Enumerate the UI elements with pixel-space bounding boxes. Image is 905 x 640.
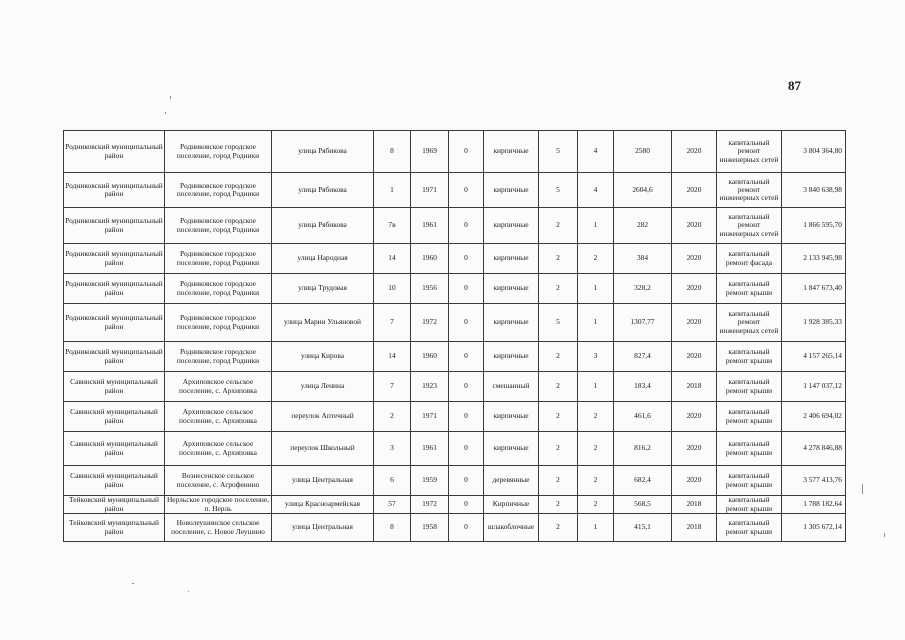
cell-entrances: 1 — [578, 514, 614, 542]
cell-settlement: Новолеушинское сельское поселение, с. Новое Леушино — [165, 514, 272, 542]
table-row — [64, 244, 846, 274]
cell-district: Тейковский муниципальный район — [64, 496, 165, 514]
cell-district: Савинский муниципальный район — [64, 432, 165, 466]
cell-year-built: 1960 — [411, 244, 449, 274]
cell-year-planned: 2020 — [672, 304, 717, 342]
cell-year-built: 1972 — [411, 496, 449, 514]
cell-year-built: 1961 — [411, 208, 449, 244]
cell-floors: 5 — [539, 131, 578, 173]
cell-entrances: 1 — [578, 208, 614, 244]
cell-house-number: 14 — [374, 244, 411, 274]
cell-street: улица Центральная — [272, 514, 374, 542]
table-row — [64, 514, 846, 542]
cell-area: 1307,77 — [614, 304, 672, 342]
cell-settlement: Нерльское городское поселение, п. Нерль — [165, 496, 272, 514]
cell-area: 827,4 — [614, 342, 672, 372]
table-row — [64, 208, 846, 244]
cell-floors: 5 — [539, 173, 578, 208]
cell-work-type: капитальный ремонт инженерных сетей — [717, 131, 782, 173]
cell-floors: 2 — [539, 372, 578, 402]
cell-settlement: Родниковское городское поселение, город Родники — [165, 304, 272, 342]
cell-entrances: 1 — [578, 372, 614, 402]
cell-settlement: Родниковское городское поселение, город Родники — [165, 208, 272, 244]
table-row — [64, 131, 846, 173]
cell-area: 282 — [614, 208, 672, 244]
cell-work-type: капитальный ремонт инженерных сетей — [717, 304, 782, 342]
cell-house-number: 7 — [374, 372, 411, 402]
cell-settlement: Родниковское городское поселение, город Родники — [165, 274, 272, 304]
cell-cost: 3 840 638,98 — [782, 173, 846, 208]
cell-year-planned: 2018 — [672, 514, 717, 542]
cell-year-built: 1960 — [411, 342, 449, 372]
cell-wall-material: кирпичные — [484, 208, 539, 244]
cell-house-number: 8 — [374, 131, 411, 173]
cell-year-built: 1958 — [411, 514, 449, 542]
cell-street: улица Марии Ульяновой — [272, 304, 374, 342]
cell-street: улица Ленина — [272, 372, 374, 402]
cell-year-built: 1923 — [411, 372, 449, 402]
cell-area: 384 — [614, 244, 672, 274]
cell-settlement: Архиповское сельское поселение, с. Архиповка — [165, 402, 272, 432]
cell-cost: 1 847 673,40 — [782, 274, 846, 304]
cell-district: Родниковский муниципальный район — [64, 173, 165, 208]
cell-floors: 2 — [539, 432, 578, 466]
cell-work-type: капитальный ремонт крыши — [717, 342, 782, 372]
cell-area: 183,4 — [614, 372, 672, 402]
cell-settlement: Родниковское городское поселение, город Родники — [165, 173, 272, 208]
cell-entrances: 1 — [578, 274, 614, 304]
cell-entrances: 4 — [578, 173, 614, 208]
cell-work-type: капитальный ремонт крыши — [717, 466, 782, 496]
cell-floors: 2 — [539, 402, 578, 432]
cell-cost: 4 157 265,14 — [782, 342, 846, 372]
cell-settlement: Вознесенское сельское поселение, с. Агрофенино — [165, 466, 272, 496]
cell-street: улица Красноармейская — [272, 496, 374, 514]
cell-year-planned: 2020 — [672, 274, 717, 304]
cell-house-number: 7в — [374, 208, 411, 244]
cell-district: Родниковский муниципальный район — [64, 304, 165, 342]
cell-year-built: 1959 — [411, 466, 449, 496]
cell-district: Родниковский муниципальный район — [64, 244, 165, 274]
cell-wall-material: деревянные — [484, 466, 539, 496]
cell-year-planned: 2020 — [672, 466, 717, 496]
cell-area: 328,2 — [614, 274, 672, 304]
cell-street: улица Трудовая — [272, 274, 374, 304]
cell-house-number: 1 — [374, 173, 411, 208]
cell-area: 682,4 — [614, 466, 672, 496]
cell-wear: 0 — [449, 466, 484, 496]
cell-house-number: 57 — [374, 496, 411, 514]
cell-year-planned: 2020 — [672, 173, 717, 208]
cell-floors: 2 — [539, 244, 578, 274]
cell-cost: 3 804 364,80 — [782, 131, 846, 173]
cell-wall-material: кирпичные — [484, 432, 539, 466]
cell-entrances: 4 — [578, 131, 614, 173]
cell-street: переулок Аптечный — [272, 402, 374, 432]
cell-wall-material: кирпичные — [484, 131, 539, 173]
cell-wear: 0 — [449, 304, 484, 342]
cell-floors: 2 — [539, 342, 578, 372]
cell-wear: 0 — [449, 208, 484, 244]
cell-area: 2580 — [614, 131, 672, 173]
cell-street: улица Народная — [272, 244, 374, 274]
cell-work-type: капитальный ремонт инженерных сетей — [717, 208, 782, 244]
cell-wall-material: кирпичные — [484, 402, 539, 432]
cell-wear: 0 — [449, 274, 484, 304]
cell-year-planned: 2018 — [672, 372, 717, 402]
cell-area: 415,1 — [614, 514, 672, 542]
cell-entrances: 2 — [578, 466, 614, 496]
table-row — [64, 496, 846, 514]
cell-entrances: 1 — [578, 304, 614, 342]
cell-year-built: 1961 — [411, 432, 449, 466]
cell-year-planned: 2020 — [672, 244, 717, 274]
cell-wear: 0 — [449, 402, 484, 432]
cell-year-planned: 2020 — [672, 432, 717, 466]
cell-work-type: капитальный ремонт инженерных сетей — [717, 173, 782, 208]
cell-wear: 0 — [449, 173, 484, 208]
cell-wear: 0 — [449, 342, 484, 372]
cell-house-number: 6 — [374, 466, 411, 496]
cell-district: Родниковский муниципальный район — [64, 208, 165, 244]
table-row — [64, 274, 846, 304]
cell-wall-material: кирпичные — [484, 173, 539, 208]
cell-wall-material: шлакоблочные — [484, 514, 539, 542]
table-body — [64, 131, 846, 542]
cell-cost: 1 788 182,64 — [782, 496, 846, 514]
cell-floors: 5 — [539, 304, 578, 342]
cell-district: Савинский муниципальный район — [64, 466, 165, 496]
housing-repair-table — [63, 130, 846, 542]
cell-work-type: капитальный ремонт крыши — [717, 372, 782, 402]
cell-cost: 4 278 846,88 — [782, 432, 846, 466]
cell-wall-material: смешанный — [484, 372, 539, 402]
cell-work-type: капитальный ремонт крыши — [717, 496, 782, 514]
cell-district: Савинский муниципальный район — [64, 402, 165, 432]
table-row — [64, 432, 846, 466]
cell-street: улица Рябикова — [272, 131, 374, 173]
cell-area: 2604,6 — [614, 173, 672, 208]
cell-floors: 2 — [539, 466, 578, 496]
cell-district: Савинский муниципальный район — [64, 372, 165, 402]
cell-entrances: 2 — [578, 432, 614, 466]
cell-year-built: 1956 — [411, 274, 449, 304]
cell-wall-material: кирпичные — [484, 304, 539, 342]
cell-street: улица Рябикова — [272, 173, 374, 208]
cell-wear: 0 — [449, 244, 484, 274]
table-row — [64, 466, 846, 496]
cell-house-number: 14 — [374, 342, 411, 372]
cell-year-built: 1971 — [411, 173, 449, 208]
cell-cost: 1 147 037,12 — [782, 372, 846, 402]
cell-year-planned: 2018 — [672, 496, 717, 514]
cell-cost: 1 866 595,70 — [782, 208, 846, 244]
cell-wear: 0 — [449, 432, 484, 466]
cell-work-type: капитальный ремонт фасада — [717, 244, 782, 274]
cell-wear: 0 — [449, 514, 484, 542]
cell-cost: 1 305 672,14 — [782, 514, 846, 542]
cell-wear: 0 — [449, 372, 484, 402]
cell-settlement: Родниковское городское поселение, город Родники — [165, 342, 272, 372]
cell-district: Родниковский муниципальный район — [64, 342, 165, 372]
cell-year-planned: 2020 — [672, 402, 717, 432]
table-row — [64, 304, 846, 342]
cell-wall-material: Кирпичные — [484, 496, 539, 514]
cell-district: Родниковский муниципальный район — [64, 131, 165, 173]
cell-floors: 2 — [539, 274, 578, 304]
cell-house-number: 2 — [374, 402, 411, 432]
cell-cost: 3 577 413,76 — [782, 466, 846, 496]
cell-house-number: 8 — [374, 514, 411, 542]
cell-area: 568,5 — [614, 496, 672, 514]
cell-district: Тейковский муниципальный район — [64, 514, 165, 542]
cell-floors: 2 — [539, 208, 578, 244]
cell-floors: 2 — [539, 514, 578, 542]
cell-wall-material: кирпичные — [484, 274, 539, 304]
table-row — [64, 173, 846, 208]
table-row — [64, 372, 846, 402]
cell-settlement: Родниковское городское поселение, город Родники — [165, 244, 272, 274]
cell-area: 816,2 — [614, 432, 672, 466]
cell-year-built: 1971 — [411, 402, 449, 432]
cell-floors: 2 — [539, 496, 578, 514]
cell-wear: 0 — [449, 496, 484, 514]
cell-entrances: 2 — [578, 496, 614, 514]
cell-work-type: капитальный ремонт крыши — [717, 514, 782, 542]
cell-entrances: 3 — [578, 342, 614, 372]
cell-street: переулок Школьный — [272, 432, 374, 466]
cell-year-built: 1969 — [411, 131, 449, 173]
cell-area: 461,6 — [614, 402, 672, 432]
cell-wear: 0 — [449, 131, 484, 173]
cell-year-planned: 2020 — [672, 131, 717, 173]
table-row — [64, 402, 846, 432]
cell-house-number: 7 — [374, 304, 411, 342]
cell-house-number: 10 — [374, 274, 411, 304]
cell-district: Родниковский муниципальный район — [64, 274, 165, 304]
cell-work-type: капитальный ремонт крыши — [717, 274, 782, 304]
cell-cost: 2 133 945,98 — [782, 244, 846, 274]
cell-cost: 2 406 694,02 — [782, 402, 846, 432]
cell-settlement: Родниковское городское поселение, город Родники — [165, 131, 272, 173]
table-row — [64, 342, 846, 372]
cell-entrances: 2 — [578, 244, 614, 274]
cell-entrances: 2 — [578, 402, 614, 432]
cell-work-type: капитальный ремонт крыши — [717, 432, 782, 466]
cell-settlement: Архиповское сельское поселение, с. Архиповка — [165, 432, 272, 466]
cell-wall-material: кирпичные — [484, 342, 539, 372]
cell-year-planned: 2020 — [672, 208, 717, 244]
cell-street: улица Центральная — [272, 466, 374, 496]
cell-year-planned: 2020 — [672, 342, 717, 372]
cell-street: улица Кирова — [272, 342, 374, 372]
cell-settlement: Архиповское сельское поселение, с. Архиповка — [165, 372, 272, 402]
cell-work-type: капитальный ремонт крыши — [717, 402, 782, 432]
cell-cost: 1 928 385,33 — [782, 304, 846, 342]
cell-street: улица Рябикова — [272, 208, 374, 244]
page-number: 87 — [788, 78, 801, 93]
cell-house-number: 3 — [374, 432, 411, 466]
cell-year-built: 1972 — [411, 304, 449, 342]
cell-wall-material: кирпичные — [484, 244, 539, 274]
